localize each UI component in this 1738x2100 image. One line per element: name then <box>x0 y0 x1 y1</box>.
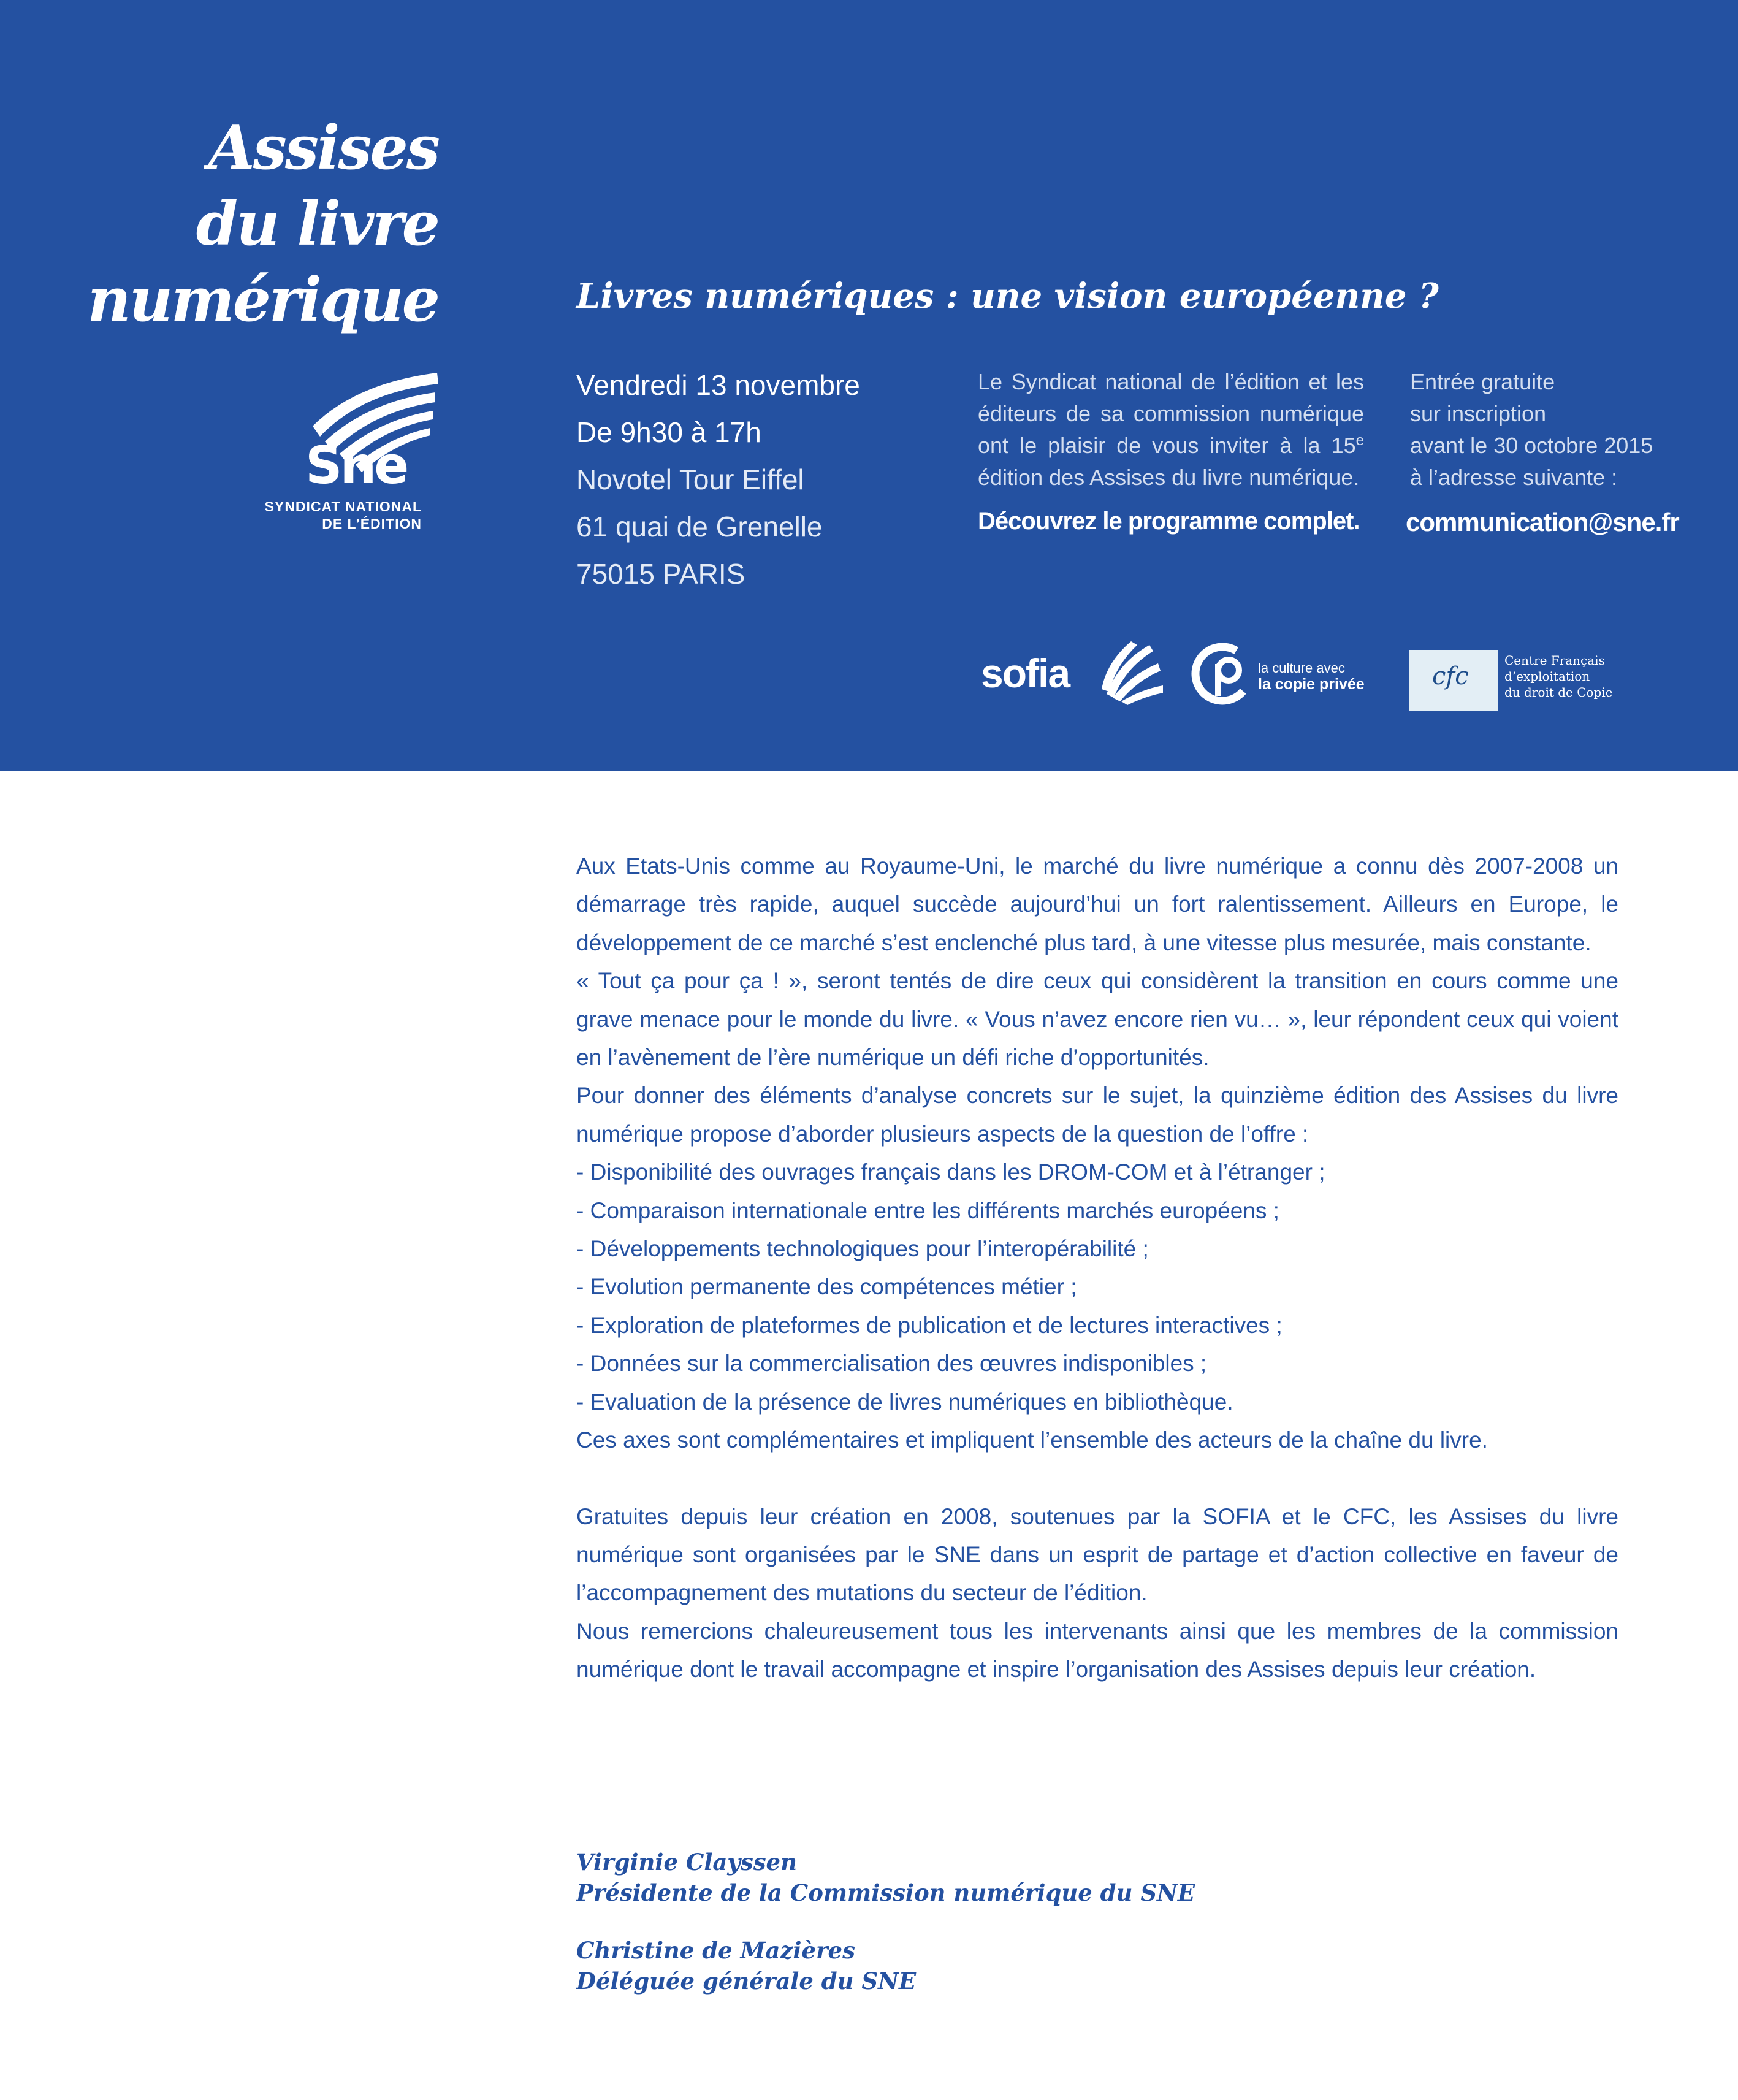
signature-name: Virginie Clayssen <box>576 1849 797 1876</box>
cfc-mark-letters: cfc <box>1432 662 1469 690</box>
list-item: - Exploration de plateformes de publication et de lectures interactives ; <box>576 1312 1283 1338</box>
sne-caption <box>257 498 422 532</box>
invitation-text <box>978 366 1364 494</box>
paragraph-free-event: Gratuites depuis leur création en 2008, soutenues par la SOFIA et le CFC, les Assises du livre numérique sont organisées par le SNE dans un esprit de partage et d’action collective en faveur de l’accompagnement des mutations du secteur de l’édition. <box>576 1503 1618 1606</box>
list-item: - Evolution permanente des compétences métier ; <box>576 1274 1077 1300</box>
sofia-wordmark: sofia <box>981 651 1070 696</box>
registration-line-1: Entrée gratuite <box>1410 369 1555 394</box>
sne-logo-wordmark: Sne <box>305 435 407 495</box>
sne-caption-line-2: DE L’ÉDITION <box>322 516 422 532</box>
cfc-line-3: du droit de Copie <box>1504 685 1613 700</box>
event-time: De 9h30 à 17h <box>576 416 761 448</box>
event-city: 75015 PARIS <box>576 558 745 590</box>
registration-email-link[interactable]: communication@sne.fr <box>1406 508 1679 536</box>
cfc-line-2: d’exploitation <box>1504 669 1590 684</box>
main-body-text <box>576 847 1618 1689</box>
cfc-line-1: Centre Français <box>1504 653 1605 668</box>
brand-title-line-3: numérique <box>87 265 438 335</box>
signatures <box>576 1847 1195 2023</box>
copie-privee-line-1: la culture avec <box>1258 660 1345 676</box>
event-venue: Novotel Tour Eiffel <box>576 464 804 495</box>
list-item: - Disponibilité des ouvrages français dans les DROM-COM et à l’étranger ; <box>576 1159 1325 1185</box>
registration-line-3: avant le 30 octobre 2015 <box>1410 433 1653 458</box>
event-brand-title <box>87 110 438 338</box>
paragraph-quotes: « Tout ça pour ça ! », seront tentés de dire ceux qui considèrent la transition en cours comme une grave menace pour le monde du livre. « Vous n’avez encore rien vu… », leur répondent ceux qui voient en l’avènement de l’ère numérique un défi riche d’opportunités. <box>576 968 1618 1071</box>
invitation-text-end: édition des Assises du livre numérique. <box>978 465 1360 490</box>
sofia-logo <box>981 638 1165 711</box>
cfc-mark <box>1409 650 1498 711</box>
invitation-superscript: e <box>1355 432 1364 449</box>
paragraph-axes: Ces axes sont complémentaires et impliquent l’ensemble des acteurs de la chaîne du livre. <box>576 1427 1488 1453</box>
paragraph-market: Aux Etats-Unis comme au Royaume-Uni, le marché du livre numérique a connu dès 2007-2008 un démarrage très rapide, auquel succède aujourd’hui un fort ralentissement. Ailleurs en Europe, le développement de ce marché s’est enclenché plus tard, à une vitesse plus mesurée, mais constante. <box>576 853 1618 955</box>
cfc-text <box>1504 652 1613 700</box>
signature-block <box>576 1935 1195 1996</box>
paragraph-spacer <box>576 1460 1618 1498</box>
signature-block <box>576 1847 1195 1908</box>
registration-info <box>1410 366 1653 494</box>
event-date: Vendredi 13 novembre <box>576 369 860 401</box>
registration-line-4: à l’adresse suivante : <box>1410 465 1618 490</box>
sofia-fan-icon <box>1094 638 1165 708</box>
list-item: - Développements technologiques pour l’interopérabilité ; <box>576 1236 1149 1262</box>
event-details <box>576 362 860 598</box>
invitation-text-start: Le Syndicat national de l’édition et les éditeurs de sa commission numérique ont le plaisir de vous inviter à la 15 <box>978 369 1364 458</box>
cfc-logo <box>1409 650 1613 711</box>
copie-privee-icon <box>1189 641 1256 707</box>
registration-line-2: sur inscription <box>1410 401 1547 426</box>
signature-name: Christine de Mazières <box>576 1937 855 1964</box>
signature-role: Présidente de la Commission numérique du SNE <box>576 1879 1195 1906</box>
brand-title-line-1: Assises <box>208 113 438 183</box>
copie-privee-text <box>1258 660 1365 692</box>
copie-privee-line-2: la copie privée <box>1258 676 1365 693</box>
sne-caption-line-1: SYNDICAT NATIONAL <box>264 498 422 514</box>
event-street: 61 quai de Grenelle <box>576 511 823 543</box>
list-item: - Comparaison internationale entre les différents marchés européens ; <box>576 1197 1279 1223</box>
program-link[interactable]: Découvrez le programme complet. <box>978 508 1360 535</box>
paragraph-thanks: Nous remercions chaleureusement tous les intervenants ainsi que les membres de la commission numérique dont le travail accompagne et inspire l’organisation des Assises depuis leur création. <box>576 1618 1618 1682</box>
paragraph-intro-topics: Pour donner des éléments d’analyse concrets sur le sujet, la quinzième édition des Assises du livre numérique propose d’aborder plusieurs aspects de la question de l’offre : <box>576 1083 1618 1147</box>
signature-role: Déléguée générale du SNE <box>576 1968 917 1995</box>
copie-privee-logo <box>1189 641 1392 711</box>
list-item: - Données sur la commercialisation des œuvres indisponibles ; <box>576 1351 1207 1376</box>
header-banner <box>0 0 1738 771</box>
list-item: - Evaluation de la présence de livres numériques en bibliothèque. <box>576 1389 1233 1415</box>
brand-title-line-2: du livre <box>196 189 438 259</box>
event-subtitle: Livres numériques : une vision européenne ? <box>576 276 1439 316</box>
